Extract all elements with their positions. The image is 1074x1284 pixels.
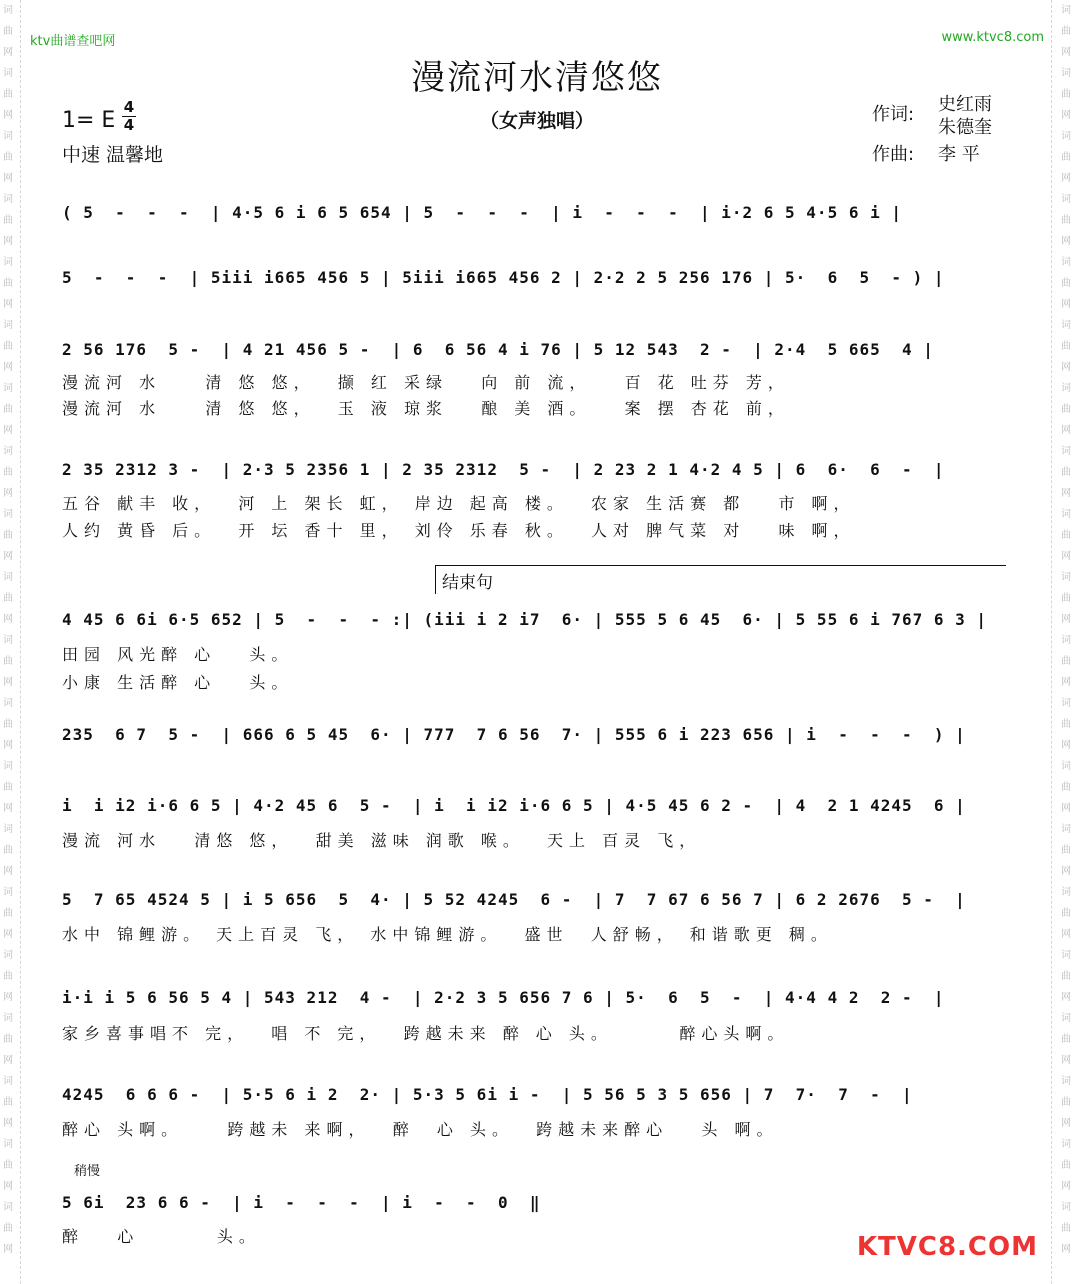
song-title: 漫流河水清悠悠 — [411, 58, 663, 98]
lyricist-name-1: 史红雨 — [938, 94, 992, 115]
time-signature-top: 4 — [123, 98, 135, 116]
page-margin-left — [20, 0, 21, 1284]
key-signature: 1= E — [62, 108, 116, 133]
composer-label: 作曲: — [872, 144, 915, 165]
site-watermark-right[interactable]: www.ktvc8.com — [941, 30, 1044, 45]
side-watermark-left: 词曲网词曲网词曲网词曲网词曲网词曲网词曲网词曲网词曲网词曲网词曲网词曲网词曲网词曲网词曲网词曲网词曲网词曲网词曲网词曲网 — [3, 5, 13, 1255]
lyric-row-4-verse-1: 五谷 献丰 收， 河 上 架长 虹， 岸边 起高 楼。 农家 生活赛 都 市 啊， — [62, 494, 856, 513]
time-signature-bottom: 4 — [123, 116, 135, 134]
notation-row-8: 5 7 65 4524 5 | i 5 656 5 4· | 5 52 4245 6 - | 7 7 67 6 56 7 | 6 2 2676 5 - | — [62, 890, 966, 909]
lyric-row-11: 醉 心 头。 — [62, 1227, 261, 1246]
composer-name: 李 平 — [938, 144, 980, 165]
notation-row-4: 2 35 2312 3 - | 2·3 5 2356 1 | 2 35 2312 5 - | 2 23 2 1 4·2 4 5 | 6 6· 6 - | — [62, 460, 945, 479]
ending-bracket — [435, 565, 1006, 594]
side-watermark-right: 词曲网词曲网词曲网词曲网词曲网词曲网词曲网词曲网词曲网词曲网词曲网词曲网词曲网词曲网词曲网词曲网词曲网词曲网词曲网词曲网 — [1061, 5, 1071, 1255]
song-subtitle: （女声独唱） — [479, 110, 594, 132]
lyric-row-8: 水中 锦鲤游。 天上百灵 飞， 水中锦鲤游。 盛世 人舒畅， 和谐歌更 稠。 — [62, 925, 833, 944]
lyric-row-7: 漫流 河水 清悠 悠， 甜美 滋味 润歌 喉。 天上 百灵 飞， — [62, 831, 702, 850]
lyric-row-5-verse-1: 田园 风光醉 心 头。 — [62, 645, 294, 664]
lyric-row-10: 醉心 头啊。 跨越未 来啊， 醉 心 头。 跨越未来醉心 头 啊。 — [62, 1120, 779, 1139]
notation-row-2: 5 - - - | 5iii i665 456 5 | 5iii i665 456 2 | 2·2 2 5 256 176 | 5· 6 5 - ) | — [62, 268, 945, 287]
notation-row-7: i i i2 i·6 6 5 | 4·2 45 6 5 - | i i i2 i·6 6 5 | 4·5 45 6 2 - | 4 2 1 4245 6 | — [62, 796, 966, 815]
site-watermark-left[interactable]: ktv曲谱查吧网 — [30, 34, 116, 49]
lyric-row-9: 家乡喜事唱不 完， 唱 不 完， 跨越未来 醉 心 头。 醉心头啊。 — [62, 1024, 790, 1043]
notation-row-1: ( 5 - - - | 4·5 6 i 6 5 654 | 5 - - - | i - - - | i·2 6 5 4·5 6 i | — [62, 203, 902, 222]
site-logo: KTVC8.COM — [856, 1232, 1038, 1262]
page-margin-right — [1051, 0, 1052, 1284]
lyric-row-3-verse-1: 漫流河 水 清 悠 悠， 撷 红 采绿 向 前 流， 百 花 吐芬 芳， — [62, 373, 790, 392]
lyric-row-4-verse-2: 人约 黄昏 后。 开 坛 香十 里， 刘伶 乐春 秋。 人对 脾气菜 对 味 啊， — [62, 521, 856, 540]
notation-row-10: 4245 6 6 6 - | 5·5 6 i 2 2· | 5·3 5 6i i - | 5 56 5 3 5 656 | 7 7· 7 - | — [62, 1085, 913, 1104]
notation-row-3: 2 56 176 5 - | 4 21 456 5 - | 6 6 56 4 i 76 | 5 12 543 2 - | 2·4 5 665 4 | — [62, 340, 934, 359]
lyric-row-5-verse-2: 小康 生活醉 心 头。 — [62, 673, 294, 692]
ending-label: 结束句 — [442, 573, 493, 593]
lyricist-label: 作词: — [872, 104, 915, 125]
notation-row-9: i·i i 5 6 56 5 4 | 543 212 4 - | 2·2 3 5 656 7 6 | 5· 6 5 - | 4·4 4 2 2 - | — [62, 988, 945, 1007]
notation-row-11: 5 6i 23 6 6 - | i - - - | i - - 0 ‖ — [62, 1193, 541, 1212]
notation-row-5: 4 45 6 6i 6·5 652 | 5 - - - :| (iii i 2 i7 6· | 555 5 6 45 6· | 5 55 6 i 767 6 3 | — [62, 610, 988, 629]
tempo-marking: 中速 温馨地 — [62, 144, 164, 166]
lyricist-name-2: 朱德奎 — [938, 117, 992, 138]
lyric-row-3-verse-2: 漫流河 水 清 悠 悠， 玉 液 琼浆 酿 美 酒。 案 摆 杏花 前， — [62, 399, 790, 418]
notation-row-6: 235 6 7 5 - | 666 6 5 45 6· | 777 7 6 56 7· | 555 6 i 223 656 | i - - - ) | — [62, 725, 966, 744]
tempo-change-marking: 稍慢 — [74, 1164, 101, 1179]
time-signature — [122, 100, 136, 133]
